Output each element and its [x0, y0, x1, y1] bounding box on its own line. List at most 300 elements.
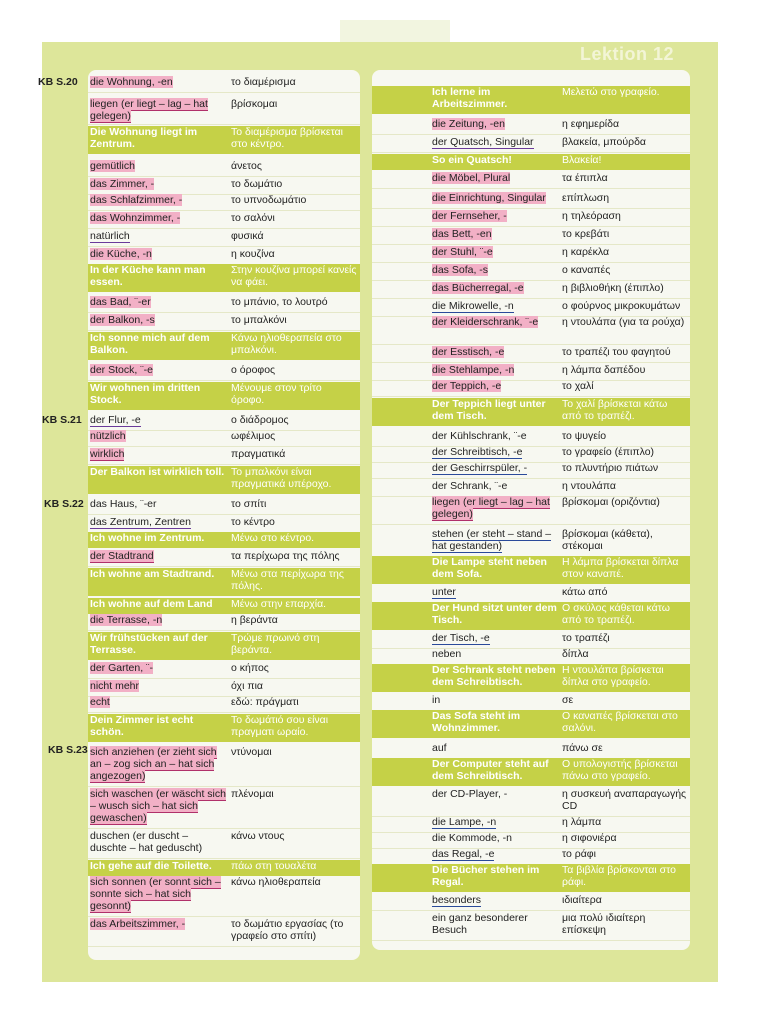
german-term	[88, 918, 226, 946]
german-term-text: der Quatsch, Singular	[432, 136, 534, 148]
german-term-text: die Stehlampe, -n	[432, 364, 515, 376]
german-term-text: das Regal, -e	[432, 848, 495, 860]
german-term-text: Der Computer steht auf dem Schreibtisch.	[432, 758, 549, 782]
german-term	[88, 178, 226, 194]
greek-translation: Το χαλί βρίσκεται κάτω από το τραπέζι.	[562, 398, 668, 422]
greek-translation: το δωμάτιο	[231, 178, 283, 190]
german-term	[372, 602, 560, 630]
vocabulary-row	[88, 194, 360, 211]
german-term	[372, 710, 560, 738]
greek-translation: κάνω ντους	[231, 830, 285, 842]
vocabulary-row	[372, 586, 690, 603]
german-term	[372, 788, 560, 816]
vocabulary-row	[88, 662, 360, 679]
example-sentence-row	[372, 86, 690, 114]
vocabulary-row	[88, 248, 360, 265]
german-term	[88, 264, 226, 292]
vocabulary-row	[372, 264, 690, 281]
vocabulary-row	[88, 498, 360, 515]
greek-translation: το μπάνιο, το λουτρό	[231, 296, 328, 308]
german-term-text: Ich gehe auf die Toilette.	[90, 860, 212, 872]
german-term-text: Dein Zimmer ist echt schön.	[90, 714, 194, 738]
greek-translation: Ο σκύλος κάθεται κάτω από το τραπέζι.	[562, 602, 670, 626]
german-term-text: das Bad, ¨-er	[90, 296, 151, 308]
vocabulary-row	[88, 876, 360, 917]
german-term-text: die Wohnung, -en	[90, 76, 173, 88]
vocabulary-row	[88, 178, 360, 195]
vocabulary-row	[372, 446, 690, 463]
vocabulary-row	[88, 614, 360, 631]
vocabulary-row	[88, 98, 360, 125]
german-term	[372, 864, 560, 892]
vocabulary-row	[372, 300, 690, 317]
german-term	[372, 556, 560, 584]
left-vocabulary-column	[88, 70, 360, 960]
german-term	[372, 694, 560, 710]
vocabulary-row	[88, 230, 360, 247]
greek-translation: Στην κουζίνα μπορεί κανείς να φάει.	[231, 264, 357, 288]
vocabulary-row	[88, 414, 360, 431]
greek-translation: ωφέλιμος	[231, 430, 276, 442]
german-term-text: die Küche, -n	[90, 248, 152, 260]
greek-translation: το κρεβάτι	[562, 228, 610, 240]
german-term	[372, 264, 560, 280]
kb-label: KB S.22	[44, 498, 84, 510]
german-term-text: nicht mehr	[90, 680, 140, 692]
german-term	[88, 212, 226, 228]
german-term-text: der Esstisch, -e	[432, 346, 505, 358]
german-term-text: das Bett, -en	[432, 228, 492, 240]
german-term-text: die Einrichtung, Singular	[432, 192, 546, 204]
german-term-text: der Stadtrand	[90, 550, 154, 562]
german-term	[372, 364, 560, 380]
greek-translation: επίπλωση	[562, 192, 610, 204]
german-term-text: sich waschen (er wäscht sich – wusch sich – hat sich gewaschen)	[90, 788, 226, 824]
vocabulary-row	[88, 788, 360, 829]
german-term	[88, 598, 226, 614]
example-sentence-row	[372, 758, 690, 786]
german-term	[372, 172, 560, 188]
example-sentence-row	[372, 602, 690, 630]
german-term	[372, 346, 560, 362]
german-term	[372, 742, 560, 758]
german-term	[88, 332, 226, 360]
german-term-text: In der Küche kann man essen.	[90, 264, 206, 288]
vocabulary-row	[372, 210, 690, 227]
greek-translation: δίπλα	[562, 648, 589, 660]
german-term-text: das Haus, ¨-er	[90, 498, 157, 510]
right-vocabulary-column	[372, 70, 690, 950]
vocabulary-row	[88, 160, 360, 177]
example-sentence-row	[372, 154, 690, 170]
german-term-text: stehen (er steht – stand – hat gestanden)	[432, 528, 552, 552]
vocabulary-row	[372, 816, 690, 833]
german-term-text: das Sofa, -s	[432, 264, 489, 276]
greek-translation: μια πολύ ιδιαίτερη επίσκεψη	[562, 912, 646, 936]
german-term	[88, 860, 226, 876]
greek-translation: Τα βιβλία βρίσκονται στο ράφι.	[562, 864, 676, 888]
german-term	[88, 830, 226, 858]
vocabulary-row	[88, 364, 360, 381]
german-term	[88, 876, 226, 916]
german-term-text: duschen (er duscht – duschte – hat geduscht)	[90, 830, 203, 854]
german-term-text: der Stuhl, ¨-e	[432, 246, 493, 258]
vocabulary-row	[372, 228, 690, 245]
vocabulary-row	[372, 832, 690, 849]
german-term	[88, 414, 226, 430]
german-term-text: Die Bücher stehen im Regal.	[432, 864, 540, 888]
greek-translation: η ντουλάπα (για τα ρούχα)	[562, 316, 685, 328]
german-term-text: die Mikrowelle, -n	[432, 300, 514, 312]
greek-translation: η εφημερίδα	[562, 118, 620, 130]
greek-translation: η ντουλάπα	[562, 480, 616, 492]
lesson-title: Lektion 12	[580, 44, 675, 64]
vocabulary-row	[88, 212, 360, 229]
german-term-text: unter	[432, 586, 456, 598]
greek-translation: το τραπέζι του φαγητού	[562, 346, 671, 358]
greek-translation: η λάμπα δαπέδου	[562, 364, 646, 376]
greek-translation: το ράφι	[562, 848, 596, 860]
german-term-text: der Flur, -e	[90, 414, 141, 426]
german-term-text: auf	[432, 742, 447, 754]
german-term-text: sich anziehen (er zieht sich an – zog sich an – hat sich angezogen)	[90, 746, 217, 782]
german-term-text: die Terrasse, -n	[90, 614, 163, 626]
greek-translation: Μένω στα περίχωρα της πόλης.	[231, 568, 344, 592]
german-term	[372, 664, 560, 692]
greek-translation: ο καναπές	[562, 264, 611, 276]
kb-label: KB S.23	[48, 744, 88, 756]
german-term	[88, 516, 226, 532]
example-sentence-row	[88, 632, 360, 660]
greek-translation: το σαλόνι	[231, 212, 275, 224]
vocabulary-row	[372, 894, 690, 911]
vocabulary-row	[372, 380, 690, 397]
greek-translation: ο κήπος	[231, 662, 269, 674]
german-term-text: So ein Quatsch!	[432, 154, 512, 166]
vocabulary-row	[372, 282, 690, 299]
german-term-text: liegen (er liegt – lag – hat gelegen)	[90, 98, 208, 122]
german-term	[88, 550, 226, 566]
german-term	[372, 118, 560, 134]
vocabulary-row	[372, 364, 690, 381]
german-term	[88, 364, 226, 380]
german-term-text: sich sonnen (er sonnt sich – sonnte sich – hat sich gesonnt)	[90, 876, 221, 912]
kb-label: KB S.21	[42, 414, 82, 426]
german-term-text: Ich lerne im Arbeitszimmer.	[432, 86, 508, 110]
vocabulary-row	[88, 516, 360, 533]
german-term	[88, 714, 226, 742]
german-term	[372, 446, 560, 462]
vocabulary-row	[372, 912, 690, 941]
example-sentence-row	[372, 664, 690, 692]
greek-translation: πραγματικά	[231, 448, 286, 460]
greek-translation: πάω στη τουαλέτα	[231, 860, 317, 872]
vocabulary-row	[372, 316, 690, 345]
example-sentence-row	[88, 532, 360, 548]
greek-translation: το μπαλκόνι	[231, 314, 287, 326]
german-term	[88, 680, 226, 696]
example-sentence-row	[88, 568, 360, 596]
german-term	[88, 248, 226, 264]
greek-translation: ντύνομαι	[231, 746, 272, 758]
vocabulary-row	[88, 918, 360, 947]
greek-translation: τα έπιπλα	[562, 172, 608, 184]
vocabulary-row	[88, 746, 360, 787]
german-term-text: Der Schrank steht neben dem Schreibtisch.	[432, 664, 556, 688]
german-term	[372, 632, 560, 648]
greek-translation: η βιβλιοθήκη (έπιπλο)	[562, 282, 664, 294]
vocabulary-row	[372, 788, 690, 817]
greek-translation: το σπίτι	[231, 498, 267, 510]
greek-translation: η κουζίνα	[231, 248, 275, 260]
vocabulary-row	[372, 246, 690, 263]
greek-translation: βρίσκομαι	[231, 98, 278, 110]
greek-translation: το τραπέζι	[562, 632, 610, 644]
german-term	[88, 746, 226, 786]
example-sentence-row	[372, 398, 690, 426]
greek-translation: άνετος	[231, 160, 262, 172]
greek-translation: βρίσκομαι (οριζόντια)	[562, 496, 660, 508]
greek-translation: το χαλί	[562, 380, 594, 392]
example-sentence-row	[88, 264, 360, 292]
greek-translation: Βλακεία!	[562, 154, 602, 166]
german-term-text: der CD-Player, -	[432, 788, 508, 800]
greek-translation: βρίσκομαι (κάθετα), στέκομαι	[562, 528, 653, 552]
greek-translation: όχι πια	[231, 680, 263, 692]
vocabulary-row	[88, 696, 360, 713]
greek-translation: Το δωμάτιό σου είναι πραγματι ωραίο.	[231, 714, 329, 738]
german-term-text: der Schrank, ¨-e	[432, 480, 508, 492]
german-term-text: neben	[432, 648, 462, 660]
vocabulary-row	[88, 680, 360, 697]
greek-translation: Κάνω ηλιοθεραπεία στο μπαλκόνι.	[231, 332, 342, 356]
german-term	[372, 246, 560, 262]
greek-translation: Ο υπολογιστής βρίσκεται πάνω στο γραφείο.	[562, 758, 678, 782]
german-term	[372, 154, 560, 170]
vocabulary-row	[88, 830, 360, 859]
greek-translation: το διαμέρισμα	[231, 76, 296, 88]
german-term-text: besonders	[432, 894, 482, 906]
german-term	[88, 448, 226, 464]
example-sentence-row	[88, 598, 360, 614]
german-term-text: die Möbel, Plural	[432, 172, 511, 184]
german-term	[88, 230, 226, 246]
greek-translation: σε	[562, 694, 574, 706]
greek-translation: η συσκευή αναπαραγωγής CD	[562, 788, 687, 812]
greek-translation: η βεράντα	[231, 614, 278, 626]
german-term	[372, 832, 560, 848]
greek-translation: η λάμπα	[562, 816, 602, 828]
german-term	[372, 816, 560, 832]
german-term	[372, 398, 560, 426]
vocabulary-row	[88, 550, 360, 567]
german-term	[372, 300, 560, 316]
vocabulary-row	[372, 192, 690, 209]
german-term-text: natürlich	[90, 230, 130, 242]
greek-translation: Μένω στο κέντρο.	[231, 532, 315, 544]
german-term	[88, 314, 226, 330]
german-term	[372, 316, 560, 344]
german-term-text: wirklich	[90, 448, 125, 460]
german-term-text: Der Teppich liegt unter dem Tisch.	[432, 398, 546, 422]
german-term-text: der Fernseher, -	[432, 210, 507, 222]
vocabulary-row	[372, 742, 690, 759]
german-term	[372, 480, 560, 496]
german-term	[88, 466, 226, 494]
german-term	[88, 76, 226, 92]
german-term-text: das Arbeitszimmer, -	[90, 918, 186, 930]
german-term	[372, 192, 560, 208]
german-term	[372, 528, 560, 556]
german-term	[372, 380, 560, 396]
vocabulary-row	[372, 694, 690, 711]
german-term-text: der Teppich, -e	[432, 380, 502, 392]
greek-translation: ο διάδρομος	[231, 414, 289, 426]
german-term	[88, 632, 226, 660]
vocabulary-row	[88, 296, 360, 313]
german-term	[88, 498, 226, 514]
german-term	[88, 788, 226, 828]
vocabulary-row	[372, 496, 690, 525]
german-term-text: Ich wohne auf dem Land	[90, 598, 213, 610]
german-term-text: der Stock, ¨-e	[90, 364, 154, 376]
greek-translation: Μένουμε στον τρίτο όροφο.	[231, 382, 322, 406]
example-sentence-row	[88, 126, 360, 154]
greek-translation: η σιφονιέρα	[562, 832, 617, 844]
german-term-text: Ich sonne mich auf dem Balkon.	[90, 332, 210, 356]
german-term-text: der Schreibtisch, -e	[432, 446, 523, 458]
german-term-text: der Kleiderschrank, ¨-e	[432, 316, 539, 328]
german-term	[372, 282, 560, 298]
german-term-text: Der Balkon ist wirklich toll.	[90, 466, 225, 478]
german-term-text: das Zentrum, Zentren	[90, 516, 191, 528]
german-term	[372, 430, 560, 446]
greek-translation: το δωμάτιο εργασίας (το γραφείο στο σπίτι)	[231, 918, 344, 942]
german-term-text: der Kühlschrank, ¨-e	[432, 430, 527, 442]
german-term	[88, 194, 226, 210]
german-term-text: Der Hund sitzt unter dem Tisch.	[432, 602, 557, 626]
greek-translation: κάνω ηλιοθεραπεία	[231, 876, 321, 888]
greek-translation: ο φούρνος μικροκυμάτων	[562, 300, 681, 312]
german-term-text: die Lampe, -n	[432, 816, 497, 828]
greek-translation: το πλυντήριο πιάτων	[562, 462, 659, 474]
german-term	[88, 696, 226, 712]
german-term	[88, 532, 226, 548]
greek-translation: Μελετώ στο γραφείο.	[562, 86, 660, 98]
german-term-text: gemütlich	[90, 160, 135, 172]
german-term	[88, 382, 226, 410]
german-term-text: Die Wohnung liegt im Zentrum.	[90, 126, 198, 150]
german-term	[88, 160, 226, 176]
german-term	[372, 848, 560, 864]
example-sentence-row	[88, 382, 360, 410]
german-term	[88, 296, 226, 312]
german-term-text: der Geschirrspüler, -	[432, 462, 528, 474]
greek-translation: Το μπαλκόνι είναι πραγματικά υπέροχο.	[231, 466, 332, 490]
greek-translation: κάτω από	[562, 586, 608, 598]
german-term-text: Das Sofa steht im Wohnzimmer.	[432, 710, 521, 734]
german-term-text: ein ganz besonderer Besuch	[432, 912, 528, 936]
tape-strip	[340, 20, 450, 42]
german-term	[372, 912, 560, 940]
german-term-text: das Schlafzimmer, -	[90, 194, 183, 206]
greek-translation: βλακεία, μπούρδα	[562, 136, 646, 148]
greek-translation: Το διαμέρισμα βρίσκεται στο κέντρο.	[231, 126, 343, 150]
greek-translation: η καρέκλα	[562, 246, 610, 258]
greek-translation: φυσικά	[231, 230, 264, 242]
vocabulary-row	[372, 462, 690, 479]
example-sentence-row	[88, 466, 360, 494]
greek-translation: Ο καναπές βρίσκεται στο σαλόνι.	[562, 710, 678, 734]
greek-translation: πάνω σε	[562, 742, 603, 754]
kb-label: KB S.20	[38, 76, 78, 88]
vocabulary-row	[372, 172, 690, 189]
german-term-text: der Garten, ¨-	[90, 662, 154, 674]
vocabulary-row	[372, 480, 690, 497]
german-term-text: Wir wohnen im dritten Stock.	[90, 382, 201, 406]
greek-translation: Η ντουλάπα βρίσκεται δίπλα στο γραφείο.	[562, 664, 664, 688]
example-sentence-row	[88, 714, 360, 742]
german-term	[372, 496, 560, 524]
example-sentence-row	[372, 864, 690, 892]
vocabulary-row	[88, 314, 360, 331]
greek-translation: Η λάμπα βρίσκεται δίπλα στον καναπέ.	[562, 556, 679, 580]
greek-translation: το υπνοδωμάτιο	[231, 194, 307, 206]
german-term	[372, 586, 560, 602]
german-term-text: das Zimmer, -	[90, 178, 155, 190]
german-term-text: nützlich	[90, 430, 126, 442]
vocabulary-row	[372, 118, 690, 135]
greek-translation: η τηλεόραση	[562, 210, 621, 222]
german-term	[372, 210, 560, 226]
greek-translation: εδώ: πράγματι	[231, 696, 299, 708]
german-term-text: in	[432, 694, 441, 706]
vocabulary-row	[372, 346, 690, 363]
greek-translation: Μένω στην επαρχία.	[231, 598, 327, 610]
german-term	[88, 662, 226, 678]
vocabulary-row	[372, 136, 690, 153]
german-term	[372, 462, 560, 478]
german-term-text: Wir frühstücken auf der Terrasse.	[90, 632, 208, 656]
greek-translation: ο όροφος	[231, 364, 276, 376]
german-term	[372, 648, 560, 664]
german-term	[88, 126, 226, 154]
german-term-text: der Tisch, -e	[432, 632, 490, 644]
vocabulary-row	[372, 648, 690, 665]
german-term	[88, 568, 226, 596]
german-term	[372, 86, 560, 114]
vocabulary-row	[372, 632, 690, 649]
greek-translation: ιδιαίτερα	[562, 894, 602, 906]
german-term-text: liegen (er liegt – lag – hat gelegen)	[432, 496, 550, 520]
german-term	[88, 614, 226, 630]
vocabulary-row	[372, 528, 690, 557]
german-term	[372, 136, 560, 152]
greek-translation: το γραφείο (έπιπλο)	[562, 446, 655, 458]
vocabulary-row	[88, 76, 360, 93]
german-term	[88, 98, 226, 124]
german-term-text: Die Lampe steht neben dem Sofa.	[432, 556, 547, 580]
german-term-text: die Zeitung, -en	[432, 118, 505, 130]
greek-translation: πλένομαι	[231, 788, 274, 800]
german-term-text: die Kommode, -n	[432, 832, 512, 844]
german-term	[372, 228, 560, 244]
vocabulary-row	[88, 430, 360, 447]
german-term	[372, 758, 560, 786]
example-sentence-row	[88, 860, 360, 876]
german-term	[88, 430, 226, 446]
german-term-text: echt	[90, 696, 110, 708]
